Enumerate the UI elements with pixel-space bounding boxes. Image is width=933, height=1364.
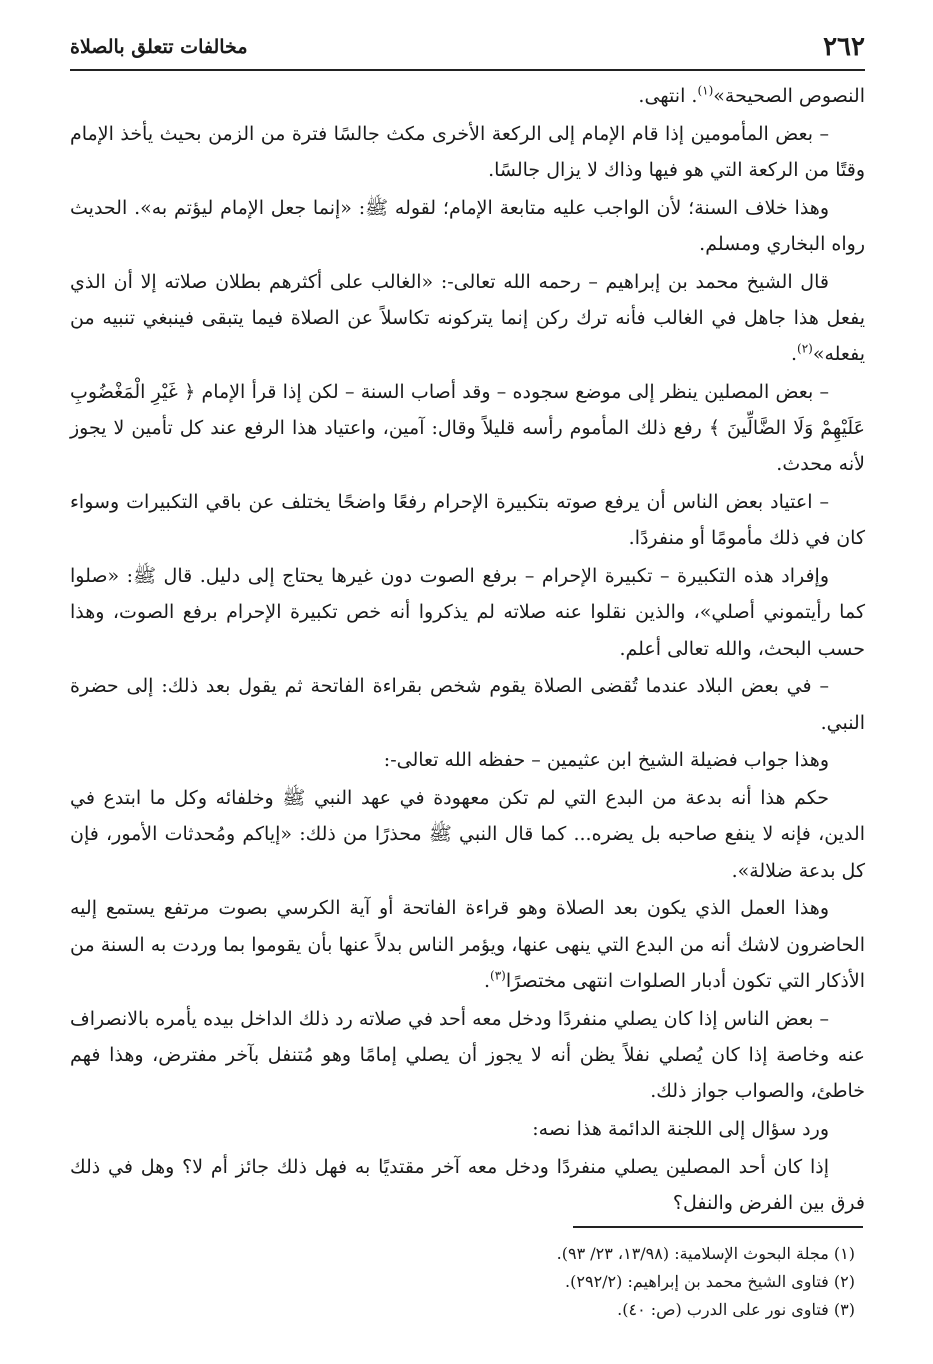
footnote: (٣) فتاوى نور على الدرب (ص: ٤٠). [617,1300,855,1319]
paragraph: إذا كان أحد المصلين يصلي منفردًا ودخل معه آخر مقتديًا به فهل ذلك جائز أم لا؟ وهل في ذلك فرق بين الفرض والنفل؟ [70,1155,865,1214]
page-header [70,30,865,66]
main-text [70,78,865,1223]
footnote: (٢) فتاوى الشيخ محمد بن إبراهيم: (٢٩٢/٢). [565,1272,855,1291]
paragraph: النصوص الصحيحة»$^{(١)}$. انتهى. [638,83,865,107]
paragraph: – بعض المأمومين إذا قام الإمام إلى الركعة الأخرى مكث جالسًا فترة من الزمن بحيث يأخذ الإمام وقتًا من الركعة التي هو فيها وذاك لا يزال جالسًا. [70,122,865,181]
paragraph: حكم هذا أنه بدعة من البدع التي لم تكن معهودة في عهد النبي ﷺ وخلفائه وكل ما ابتدع في الدين، فإنه لا ينفع صاحبه بل يضره... كما قال النبي ﷺ محذرًا من ذلك: «إياكم ومُحدثات الأمور، فإن كل بدعة ضلالة». [70,787,865,882]
paragraph: ورد سؤال إلى اللجنة الدائمة هذا نصه: [532,1117,829,1140]
paragraph: وهذا جواب فضيلة الشيخ ابن عثيمين – حفظه الله تعالى-: [383,749,829,772]
footnotes [70,1240,865,1324]
paragraph: – بعض المصلين ينظر إلى موضع سجوده – وقد أصاب السنة – لكن إذا قرأ الإمام ﴿ غَيْرِ الْمَغْضُوبِ عَلَيْهِمْ وَلَا الضَّالِّينَ ﴾ رفع ذلك المأموم رأسه قليلاً وقال: آمين، واعتياد هذا الرفع عند كل تأمين لا يجوز لأنه محدث. [70,381,865,476]
paragraph: – في بعض البلاد عندما تُقضى الصلاة يقوم شخص بقراءة الفاتحة ثم يقول بعد ذلك: إلى حضرة النبي. [70,675,865,734]
paragraph: قال الشيخ محمد بن إبراهيم – رحمه الله تعالى-: «الغالب على أكثرهم بطلان صلاته إلا أن الذي يفعل هذا جاهل في الغالب فأنه ترك ركن إنما يتركونه تكاسلاً عن الصلاة فيما يتبقى فينبغي تنبيه من يفعله»$^{(٢)}$. [70,270,865,366]
paragraph: – اعتياد بعض الناس أن يرفع صوته بتكبيرة الإحرام رفعًا واضحًا يختلف عن باقي التكبيرات وسواء كان في ذلك مأمومًا أو منفردًا. [70,491,865,550]
page-number: ٢٦٢ [823,32,865,62]
footnote: (١) مجلة البحوث الإسلامية: (١٣/٩٨، ٢٣/ ٩٣). [556,1244,855,1263]
paragraph: – بعض الناس إذا كان يصلي منفردًا ودخل معه أحد في صلاته رد ذلك الداخل بيده يأمره بالانصراف عنه وخاصة إذا كان يُصلي نفلاً يظن أنه لا يجوز أن يصلي إمامًا وهو مُتنفل بآخر مفترض، وهذا فهم خاطئ، والصواب جواز ذلك. [70,1007,865,1103]
footnote-ref: (١) [697,83,714,98]
footnote-ref: (٣) [490,968,506,983]
running-title: مخالفات تتعلق بالصلاة [70,36,248,58]
header-rule [70,69,865,71]
footnote-rule [573,1226,863,1228]
footnote-ref: (٢) [797,341,813,356]
paragraph: وإفراد هذه التكبيرة – تكبيرة الإحرام – برفع الصوت دون غيرها يحتاج إلى دليل. قال ﷺ: «صلوا كما رأيتموني أصلي»، والذين نقلوا عنه صلاته لم يذكروا أنه خص تكبيرة الإحرام برفع الصوت، وهذا حسب البحث، والله تعالى أعلم. [70,565,865,660]
paragraph: وهذا خلاف السنة؛ لأن الواجب عليه متابعة الإمام؛ لقوله ﷺ: «إنما جعل الإمام ليؤتم به». الحديث رواه البخاري ومسلم. [70,196,865,255]
paragraph: وهذا العمل الذي يكون بعد الصلاة وهو قراءة الفاتحة أو آية الكرسي بصوت مرتفع يستمع إليه الحاضرون لاشك أنه من البدع التي ينهى عنها، ويؤمر الناس بدلاً عنها بأن يقوموا بما وردت به السنة من الأذكار التي تكون أدبار الصلوات انتهى مختصرًا$^{(٣)}$. [70,897,865,992]
